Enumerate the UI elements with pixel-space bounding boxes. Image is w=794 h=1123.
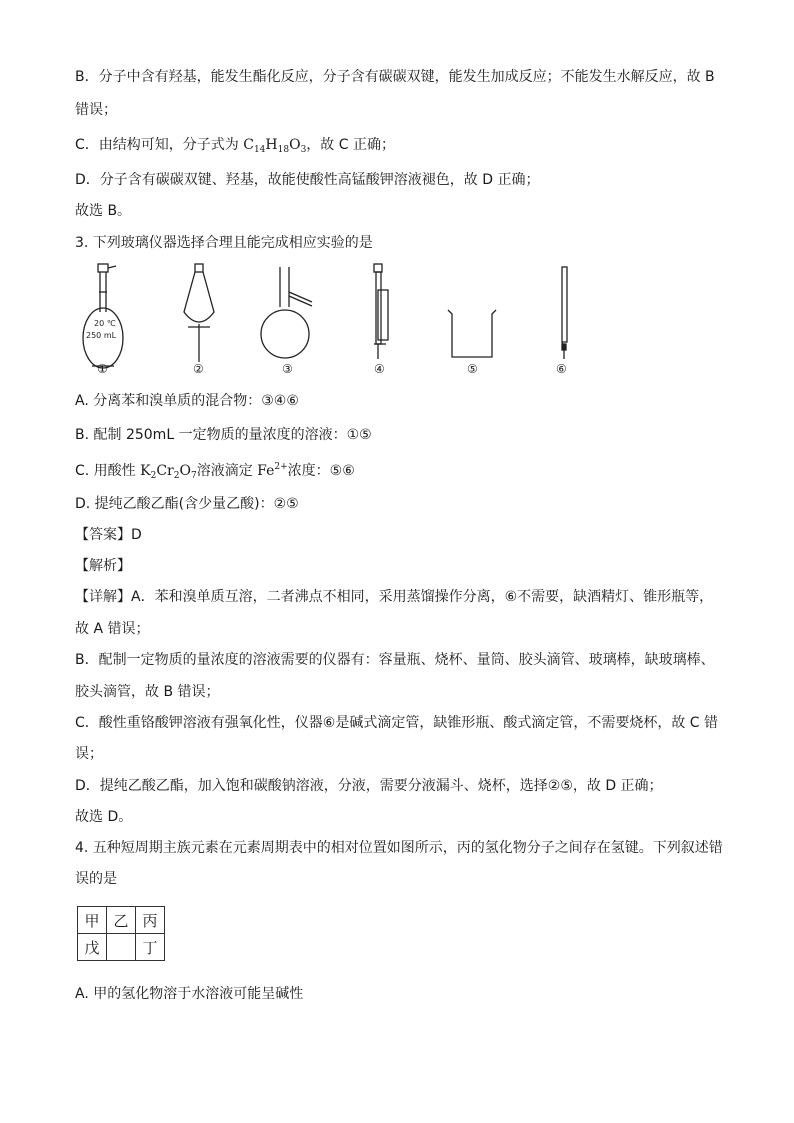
text-line: D．提纯乙酸乙酯，加入饱和碳酸钠溶液，分液，需要分液漏斗、烧杯，选择②⑤，故 D 正确； [75, 778, 663, 794]
text-line: 故选 D。 [75, 809, 133, 825]
text-line: C．酸性重铬酸钾溶液有强氧化性，仪器⑥是碱式滴定管，缺锥形瓶、酸式滴定管，不需要烧杯，故 C 错 [75, 715, 718, 731]
answer-line: 【答案】D [75, 527, 142, 543]
option-a: A. 分离苯和溴单质的混合物：③④⑥ [75, 393, 299, 409]
element-symbol: O [179, 463, 191, 479]
element-symbol: H [265, 137, 278, 153]
element-symbol: Fe [257, 463, 275, 479]
volumetric-flask-icon [83, 264, 123, 368]
element-symbol: K [140, 463, 151, 479]
distilling-flask-icon [261, 267, 312, 358]
glassware-figure [80, 262, 600, 382]
figure-label: ④ [374, 362, 385, 376]
table-cell [107, 934, 136, 961]
text-line: B．配制一定物质的量浓度的溶液需要的仪器有：容量瓶、烧杯、量筒、胶头滴管、玻璃棒，缺玻璃棒、 [75, 652, 715, 668]
figure-label: ③ [282, 362, 293, 376]
question-title: 3. 下列玻璃仪器选择合理且能完成相应实验的是 [75, 235, 373, 251]
subscript: 2 [173, 471, 180, 481]
analysis-heading: 【解析】 [75, 558, 131, 574]
question-title: 4. 五种短周期主族元素在元素周期表中的相对位置如图所示，丙的氢化物分子之间存在氢键。下列叙述错 [75, 840, 723, 856]
glassware-drawing [80, 262, 600, 382]
subscript: 14 [253, 145, 266, 155]
beaker-icon [448, 310, 496, 357]
option-b: B. 配制 250mL 一定物质的量浓度的溶液：①⑤ [75, 427, 372, 443]
flask-label: 20 ℃ [94, 319, 116, 328]
table-cell: 丁 [136, 934, 165, 961]
figure-label: ⑤ [467, 362, 478, 376]
text-line: 误； [75, 746, 103, 762]
acid-burette-icon [374, 264, 388, 359]
molecular-formula [243, 137, 306, 153]
text-segment: 浓度：⑤⑥ [287, 463, 355, 479]
text-line: D．分子含有碳碳双键、羟基，故能使酸性高锰酸钾溶液褪色，故 D 正确； [75, 172, 540, 188]
option-d: D. 提纯乙酸乙酯(含少量乙酸)：②⑤ [75, 496, 299, 512]
text-segment: C. 用酸性 [75, 463, 141, 479]
figure-label: ⑥ [556, 362, 567, 376]
text-segment: 溶液滴定 [196, 463, 258, 479]
element-symbol: O [289, 137, 301, 153]
text-line: 错误； [75, 102, 117, 118]
text-segment: C．由结构可知，分子式为 [75, 137, 244, 153]
table-cell: 甲 [78, 907, 107, 934]
text-line: 误的是 [75, 871, 117, 887]
table-cell: 丙 [136, 907, 165, 934]
text-segment: A．苯和溴单质互溶，二者沸点不相同，采用蒸馏操作分离，⑥不需要，缺酒精灯、锥形瓶等， [131, 589, 714, 605]
subscript: 3 [300, 145, 307, 155]
table-row [78, 907, 165, 934]
table-row [78, 934, 165, 961]
superscript: 2+ [274, 462, 288, 472]
text-line: 故选 B。 [75, 203, 132, 219]
table-cell: 乙 [107, 907, 136, 934]
figure-label: ① [97, 362, 108, 376]
periodic-table-fragment [77, 906, 165, 961]
detail-tag: 【详解】 [75, 589, 131, 605]
table-cell: 戊 [78, 934, 107, 961]
element-symbol: C [243, 137, 254, 153]
option-c [75, 458, 355, 485]
subscript: 7 [190, 471, 197, 481]
element-symbol: Cr [156, 463, 174, 479]
base-burette-icon [562, 267, 567, 359]
option-a: A. 甲的氢化物溶于水溶液可能呈碱性 [75, 986, 304, 1002]
subscript: 2 [150, 471, 157, 481]
ion-formula [257, 463, 288, 479]
chemical-formula [140, 463, 197, 479]
text-line: 故 A 错误； [75, 621, 150, 637]
separatory-funnel-icon [184, 264, 214, 362]
text-line [75, 588, 713, 606]
text-segment: ，故 C 正确； [306, 137, 395, 153]
text-line: 胶头滴管，故 B 错误； [75, 684, 220, 700]
text-line: B．分子中含有羟基，能发生酯化反应，分子含有碳碳双键，能发生加成反应；不能发生水解反应，故 B [75, 69, 715, 85]
figure-label: ② [193, 362, 204, 376]
subscript: 18 [277, 145, 290, 155]
flask-label: 250 mL [86, 331, 117, 340]
text-line [75, 136, 395, 159]
